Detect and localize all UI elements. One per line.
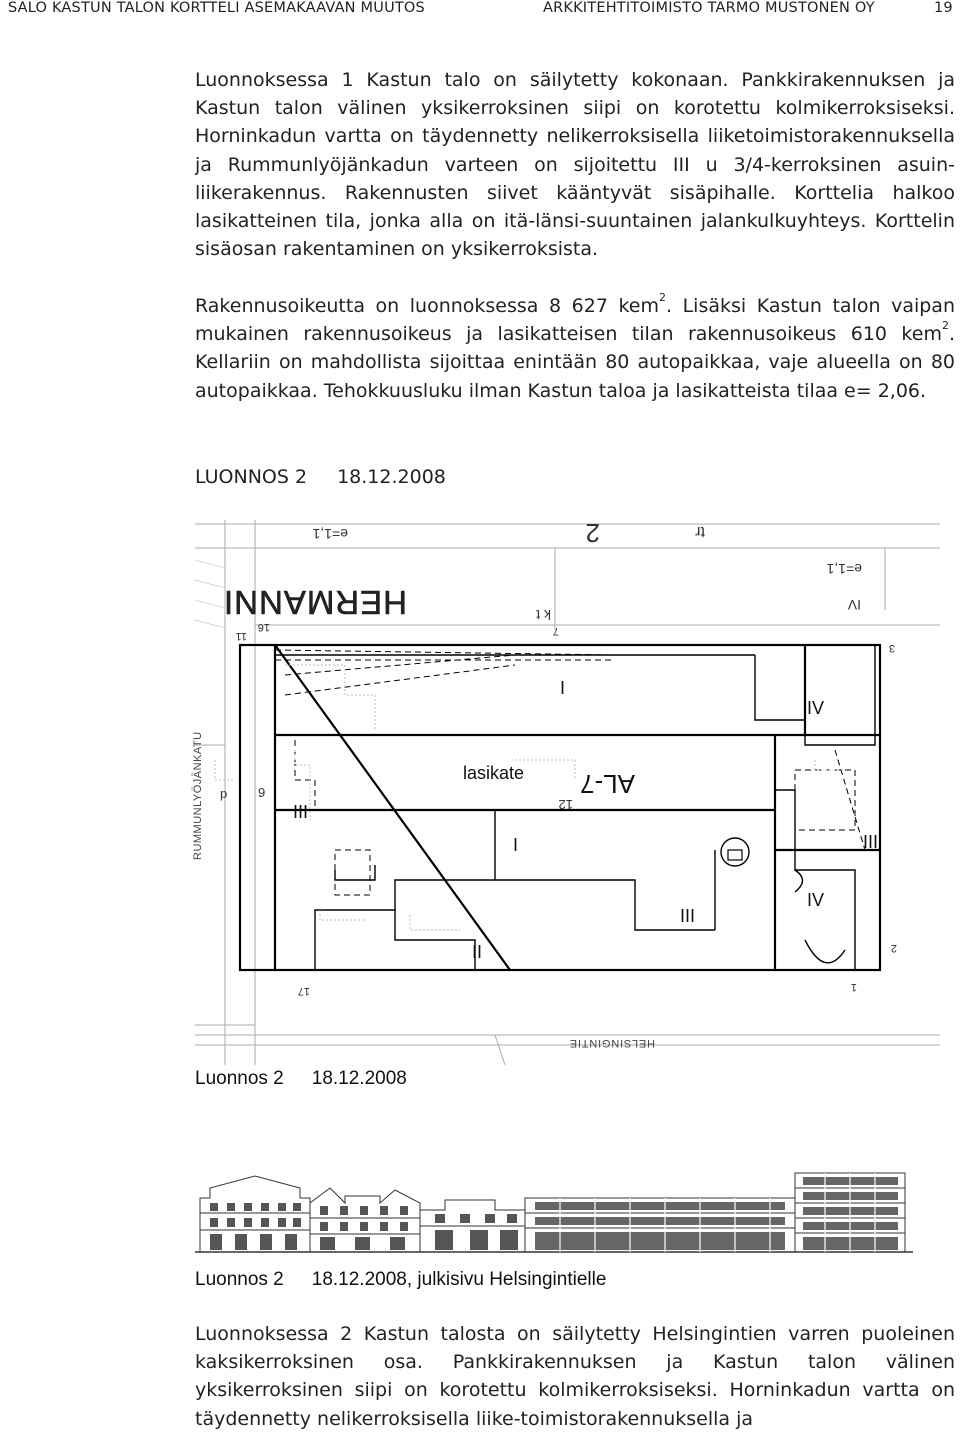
caption-plan-date: 18.12.2008 — [311, 1068, 407, 1089]
page-header — [0, 0, 960, 20]
plan-floor-IV-top: IV — [807, 698, 825, 718]
plan-mark-16: 16 — [257, 621, 270, 633]
plan-floor-III-bottom: III — [680, 906, 696, 926]
caption-elevation-label: Luonnos 2 — [195, 1269, 284, 1290]
header-page-number: 19 — [934, 0, 953, 16]
plan-mark-12: 12 — [558, 797, 573, 812]
plan-floor-III-right: III — [863, 832, 879, 852]
header-document-title: SALO KASTUN TALON KORTTELI ASEMAKAAVAN MUUTOS — [8, 0, 425, 16]
plan-label-al7: AL-7 — [580, 769, 635, 799]
plan-mark-11: 11 — [235, 630, 247, 642]
plan-street-bottom: HELSINGINTIE — [568, 1037, 655, 1049]
plan-mark-7: 7 — [552, 625, 559, 637]
plan-floor-III-left: III — [293, 802, 309, 822]
paragraph-luonnos2: Luonnoksessa 2 Kastun talosta on säilytetty Helsingintien varren puoleinen kaksikerroksinen osa. Pankkirakennuksen ja Kastun talon välinen yksikerroksinen siipi on korotettu kolmikerroksiseksi. Horninkadun vartta on täydennetty nelikerroksisella liike-toimistorakennuksella ja — [195, 1323, 955, 1430]
plan-mark-IV-upside: IV — [847, 597, 861, 613]
plan-mark-e1-right: e=1,1 — [826, 561, 862, 577]
plan-mark-2: 2 — [585, 518, 600, 548]
header-company-name: ARKKITEHTITOIMISTO TARMO MUSTONEN OY — [543, 0, 875, 16]
caption-elevation-date: 18.12.2008, julkisivu Helsingintielle — [311, 1269, 607, 1290]
plan-floor-I-top: I — [560, 678, 566, 698]
caption-site-plan — [195, 1068, 407, 1090]
plan-mark-17: 17 — [297, 985, 310, 997]
section-heading-date: 18.12.2008 — [337, 466, 446, 488]
paragraph2-part3: . Kellariin on mahdollista sijoittaa enintään 80 autopaikkaa, vaje alueella on 80 autopaikkaa. Tehokkuusluku ilman Kastun taloa ja lasikatteista tilaa e= 2,06. — [195, 323, 955, 402]
plan-mark-9: 9 — [258, 785, 266, 800]
plan-mark-e1-left: e=1,1 — [312, 526, 348, 542]
paragraph2-part1: Rakennusoikeutta on luonnoksessa 8 627 kem — [195, 295, 659, 317]
plan-mark-tr: tr — [695, 523, 705, 540]
plan-mark-3: 3 — [888, 642, 895, 654]
plan-label-lasikate: lasikate — [463, 763, 525, 783]
plan-mark-1: 1 — [850, 981, 857, 993]
plan-street-top: HERMANNI — [222, 584, 407, 621]
section-heading-label: LUONNOS 2 — [195, 466, 308, 488]
paragraph2-sup1: 2 — [658, 291, 666, 304]
plan-mark-2b: 2 — [890, 942, 897, 954]
plan-floor-II-bottom: II — [472, 942, 483, 962]
plan-floor-I-mid: I — [513, 835, 519, 855]
paragraph2-part2: . Lisäksi Kastun talon vaipan mukainen rakennusoikeus ja lasikatteisen tilan rakennusoikeus 610 kem — [195, 295, 955, 346]
elevation-drawing — [195, 1168, 913, 1254]
section-heading — [195, 466, 446, 488]
plan-mark-p: p — [220, 786, 228, 801]
plan-floor-IV-bottom: IV — [807, 890, 825, 910]
plan-mark-kt: k t — [536, 607, 551, 623]
site-plan-drawing — [192, 518, 940, 1065]
paragraph-rakennusoikeus — [195, 292, 955, 405]
paragraph-luonnos1: Luonnoksessa 1 Kastun talo on säilytetty kokonaan. Pankkirakennuksen ja Kastun talon välinen yksikerroksinen siipi on korotettu kolmikerroksiseksi. Horninkadun vartta on täydennetty nelikerroksisella liiketoimistorakennuksella ja Rummunlyöjänkadun varteen on sijoitettu III u 3/4-kerroksinen asuin-liikerakennus. Rakennusten siivet kääntyvät sisäpihalle. Korttelia halkoo lasikatteinen tila, jonka alla on itä-länsi-suuntainen jalankulkuyhteys. Korttelin sisäosan rakentaminen on yksikerroksista. — [195, 69, 955, 261]
caption-elevation — [195, 1269, 606, 1291]
paragraph2-sup2: 2 — [941, 319, 949, 333]
plan-street-left: RUMMUNLYÖJÄNKATU — [192, 731, 204, 860]
caption-plan-label: Luonnos 2 — [195, 1068, 284, 1089]
